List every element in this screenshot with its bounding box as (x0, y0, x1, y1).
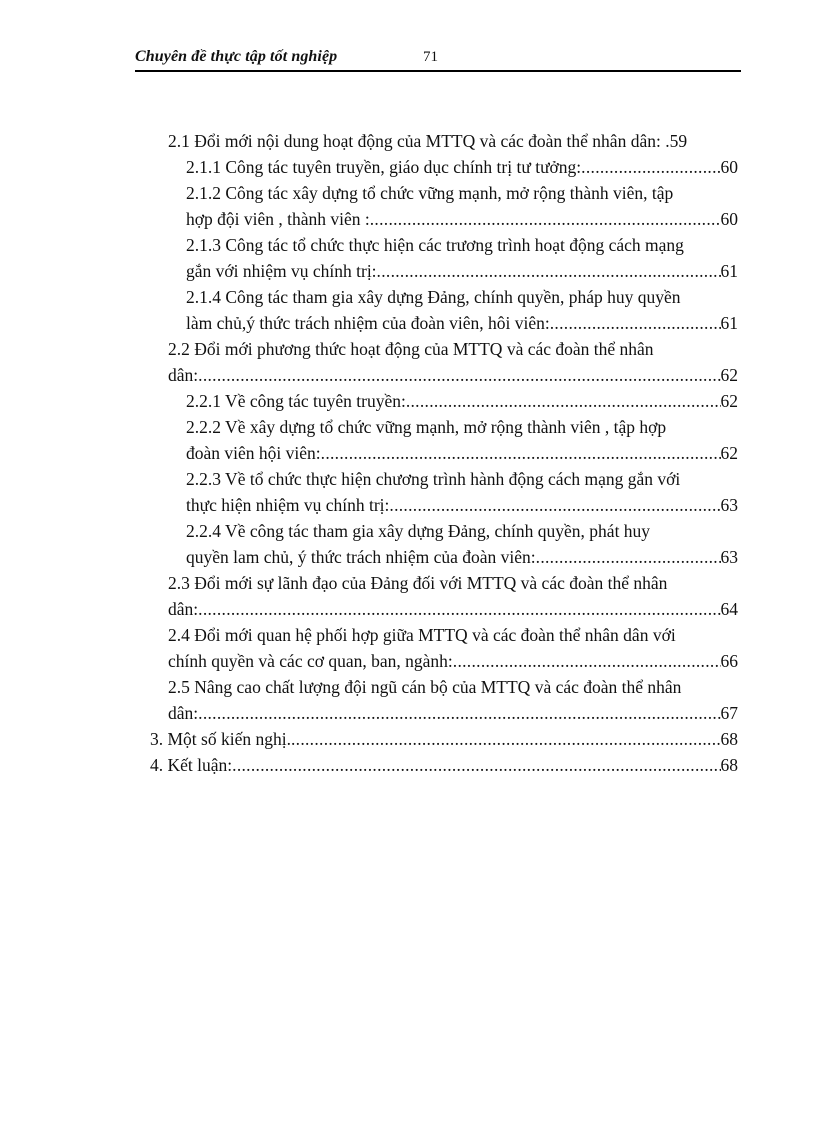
toc-entry-2-1-2[interactable]: 2.1.2 Công tác xây dựng tổ chức vững mạnh, mở rộng thành viên, tập (186, 183, 674, 203)
toc-entry-2-1[interactable]: 2.1 Đổi mới nội dung hoạt động của MTTQ và các đoàn thể nhân dân: .59 (168, 131, 688, 151)
toc-entry-2-2-cont[interactable]: dân: ..... 62 (168, 362, 738, 388)
toc-entry-2-2[interactable]: 2.2 Đổi mới phương thức hoạt động của MTTQ và các đoàn thể nhân (168, 339, 654, 359)
header-page-number: 71 (423, 49, 438, 65)
toc-entry-2-1-3[interactable]: 2.1.3 Công tác tổ chức thực hiện các trương trình hoạt động cách mạng (186, 235, 684, 255)
page-header (135, 48, 741, 72)
toc-entry-2-2-4[interactable]: 2.2.4 Về công tác tham gia xây dựng Đảng, chính quyền, phát huy (186, 521, 651, 541)
toc-entry-2-2-4-cont[interactable]: quyền lam chủ, ý thức trách nhiệm của đoàn viên: ..... 63 (186, 544, 738, 570)
toc-entry-2-3-cont[interactable]: dân: ..... 64 (168, 596, 738, 622)
toc-entry-2-5[interactable]: 2.5 Nâng cao chất lượng đội ngũ cán bộ của MTTQ và các đoàn thể nhân (168, 677, 682, 697)
toc-entry-2-2-3[interactable]: 2.2.3 Về tổ chức thực hiện chương trình hành động cách mạng gắn với (186, 469, 681, 489)
toc-entry-2-5-cont[interactable]: dân: ..... 67 (168, 700, 738, 726)
toc-entry-2-2-2-cont[interactable]: đoàn viên hội viên: ..... 62 (186, 440, 738, 466)
toc-entry-2-1-4-cont[interactable]: làm chủ,ý thức trách nhiệm của đoàn viên, hôi viên: ..... 61 (186, 310, 738, 336)
toc-entry-2-4[interactable]: 2.4 Đổi mới quan hệ phối hợp giữa MTTQ và các đoàn thể nhân dân với (168, 625, 676, 645)
toc-entry-2-2-3-cont[interactable]: thực hiện nhiệm vụ chính trị: ..... 63 (186, 492, 738, 518)
header-title: Chuyên đề thực tập tốt nghiệp (135, 48, 338, 65)
toc-entry-2-1-3-cont[interactable]: gắn với nhiệm vụ chính trị: ..... 61 (186, 258, 738, 284)
toc-entry-2-1-4[interactable]: 2.1.4 Công tác tham gia xây dựng Đảng, chính quyền, pháp huy quyền (186, 287, 681, 307)
toc-entry-2-4-cont[interactable]: chính quyền và các cơ quan, ban, ngành: ..... 66 (168, 648, 738, 674)
toc-entry-2-3[interactable]: 2.3 Đổi mới sự lãnh đạo của Đảng đối với MTTQ và các đoàn thể nhân (168, 573, 668, 593)
toc-entry-2-2-1[interactable]: 2.2.1 Về công tác tuyên truyền: ..... 62 (186, 388, 738, 414)
toc-entry-4[interactable]: 4. Kết luận: ..... 68 (150, 752, 738, 778)
toc-entry-2-2-2[interactable]: 2.2.2 Về xây dựng tổ chức vững mạnh, mở rộng thành viên , tập hợp (186, 417, 667, 437)
toc-entry-2-1-2-cont[interactable]: hợp đội viên , thành viên : ..... 60 (186, 206, 738, 232)
toc-entry-3[interactable]: 3. Một số kiến nghị. ..... 68 (150, 726, 738, 752)
toc-entry-2-1-1[interactable]: 2.1.1 Công tác tuyên truyền, giáo dục chính trị tư tưởng: ..... 60 (186, 154, 738, 180)
